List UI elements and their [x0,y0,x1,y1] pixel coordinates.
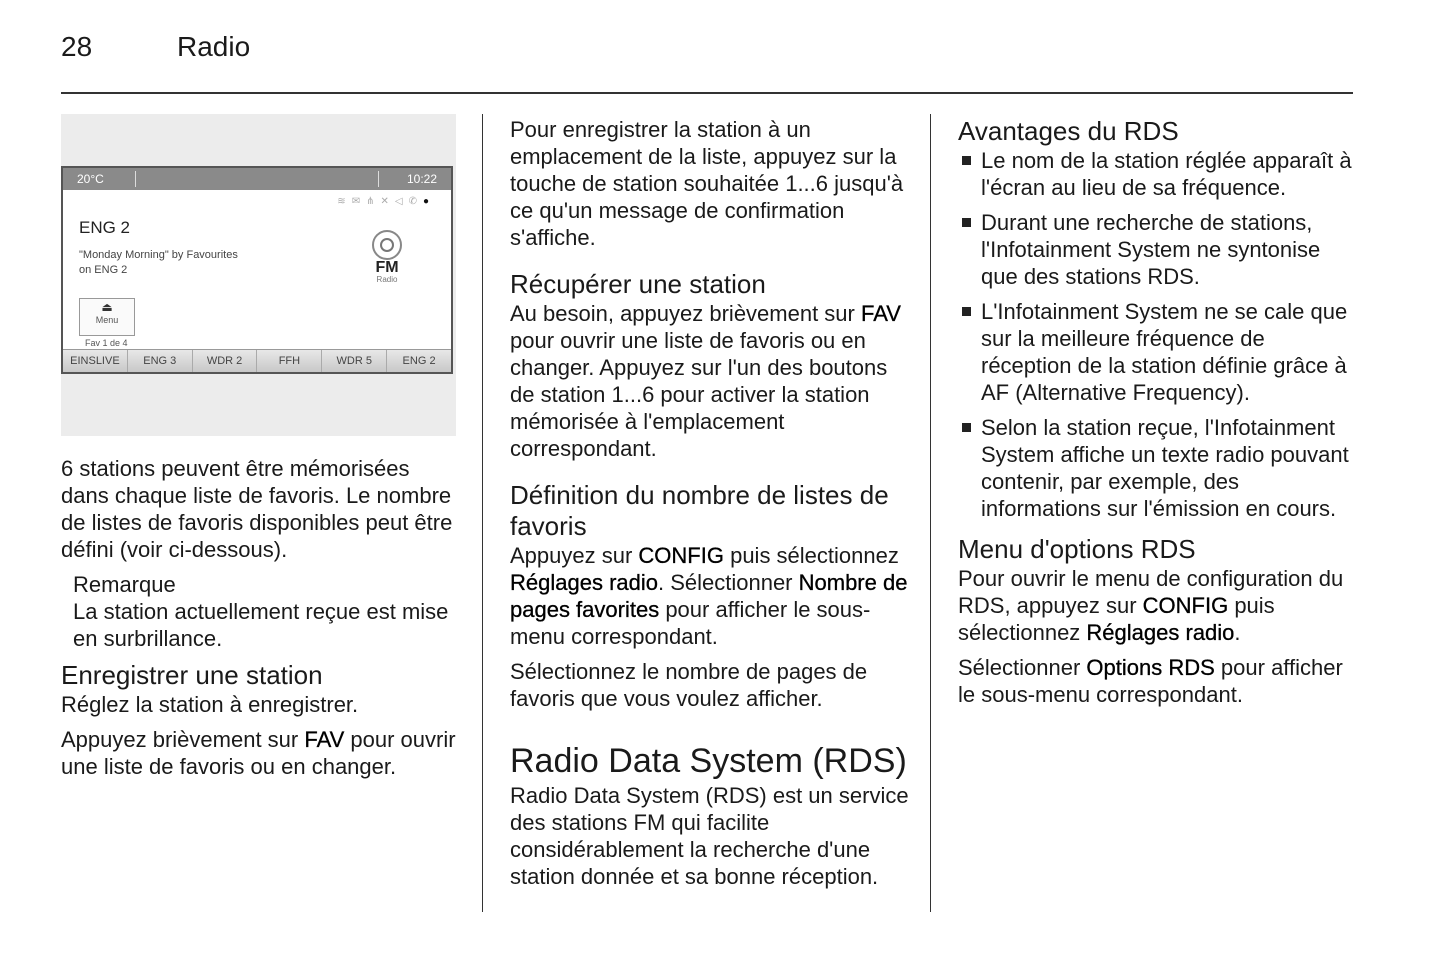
note-box [73,571,461,652]
favourite-page-indicator: Fav 1 de 4 [85,338,128,348]
note-title: Remarque [73,572,176,597]
column-divider [930,114,931,912]
fav-pages-keyword: Nombre de pages favorites [510,570,908,622]
radio-screen-figure [61,114,456,436]
station-name: ENG 2 [79,218,131,237]
section-heading: Enregistrer une station [61,660,323,690]
radio-text: "Monday Morning" by Favourites on ENG 2 [79,249,238,276]
fav-keyword: FAV [860,301,901,326]
list-item: L'Infotainment System ne se cale que sur la meilleure fréquence de réception de la station définie grâce à AF (Alternative Frequency). [958,298,1358,406]
page-number: 28 [61,31,93,62]
advantages-list [958,147,1358,522]
status-icons [337,196,435,207]
section-heading: Définition du nombre de listes de favoris [510,480,889,541]
divider [135,171,136,187]
paragraph: Réglez la station à enregistrer. [61,692,359,717]
preset-button[interactable]: EINSLIVE [63,350,128,372]
chapter-title: Radio [177,31,251,62]
preset-button[interactable]: ENG 3 [128,350,193,372]
radio-settings-keyword: Réglages radio [510,570,658,595]
column-1 [61,455,461,788]
note-text: La station actuellement reçue est mise en surbrillance. [73,599,449,651]
divider [378,171,379,187]
column-3 [958,116,1358,716]
preset-bar [63,349,451,372]
chapter-section-heading: Radio Data System (RDS) [510,742,907,780]
network-icon: ⋔ [366,196,381,207]
sms-icon: ✉ [351,196,367,207]
paragraph: Pour enregistrer la station à un emplacement de la liste, appuyez sur la touche de station souhaitée 1...6 jusqu'à ce qu'un message de confirmation s'affiche. [510,117,904,250]
preset-button[interactable]: WDR 2 [193,350,258,372]
bullet-icon [962,218,971,227]
radio-settings-keyword: Réglages radio [1086,620,1235,645]
wifi-icon: ≋ [337,196,352,207]
paragraph: 6 stations peuvent être mémorisées dans chaque liste de favoris. Le nombre de listes de favoris disponibles peut être défini (voir ci-dessous). [61,456,453,562]
section-heading: Menu d'options RDS [958,534,1196,564]
status-bar [63,168,451,190]
paragraph: Pour ouvrir le menu de configuration du RDS, appuyez sur CONFIG puis sélectionnez Réglages radio. [958,566,1344,645]
list-item: Le nom de la station réglée apparaît à l'écran au lieu de sa fréquence. [958,147,1358,201]
shuffle-icon: ✕ [380,196,395,207]
bullet-icon [962,307,971,316]
section-heading: Récupérer une station [510,269,766,299]
column-divider [482,114,483,912]
preset-button[interactable]: WDR 5 [322,350,387,372]
list-item: Selon la station reçue, l'Infotainment System affiche un texte radio pouvant contenir, par exemple, des informations sur l'émission en cours. [958,414,1358,522]
menu-icon: ⏏ [101,300,113,314]
temperature: 20°C [77,172,104,186]
fm-radio-icon[interactable] [369,230,405,284]
paragraph: Sélectionnez le nombre de pages de favoris que vous voulez afficher. [510,659,868,711]
clock: 10:22 [406,172,437,186]
antenna-icon [372,230,402,260]
phone-icon: ✆ [408,196,423,207]
config-keyword: CONFIG [638,543,724,568]
mute-icon: ◁ [394,196,409,207]
config-keyword: CONFIG [1142,593,1229,618]
paragraph: Au besoin, appuyez brièvement sur FAV pour ouvrir une liste de favoris ou en changer. Appuyez sur l'un des boutons de station 1...6 pour activer la station mémorisée à l'emplacement correspondant. [510,301,901,461]
infotainment-screen [61,166,453,374]
preset-button[interactable]: FFH [257,350,322,372]
bluetooth-icon: ● [422,196,435,207]
list-item: Durant une recherche de stations, l'Infotainment System ne syntonise que des stations RDS. [958,209,1358,290]
fav-keyword: FAV [304,727,345,752]
paragraph: Radio Data System (RDS) est un service des stations FM qui facilite considérablement la recherche d'une station donnée et sa bonne réception. [510,783,909,889]
band-label: FM [375,259,399,276]
paragraph: Appuyez sur CONFIG puis sélectionnez Réglages radio. Sélectionner Nombre de pages favorites pour afficher le sous-menu correspondant. [510,543,908,649]
page-header [61,30,1353,94]
column-2 [510,116,910,898]
paragraph: Sélectionner Options RDS pour afficher le sous-menu correspondant. [958,655,1343,707]
preset-button[interactable]: ENG 2 [402,355,436,367]
bullet-icon [962,156,971,165]
menu-label: Menu [95,315,119,325]
menu-button[interactable] [79,298,135,336]
section-heading: Avantages du RDS [958,116,1179,146]
band-sublabel: Radio [376,275,398,284]
rds-options-keyword: Options RDS [1086,655,1215,680]
bullet-icon [962,423,971,432]
paragraph: Appuyez brièvement sur FAV pour ouvrir une liste de favoris ou en changer. [61,727,456,779]
